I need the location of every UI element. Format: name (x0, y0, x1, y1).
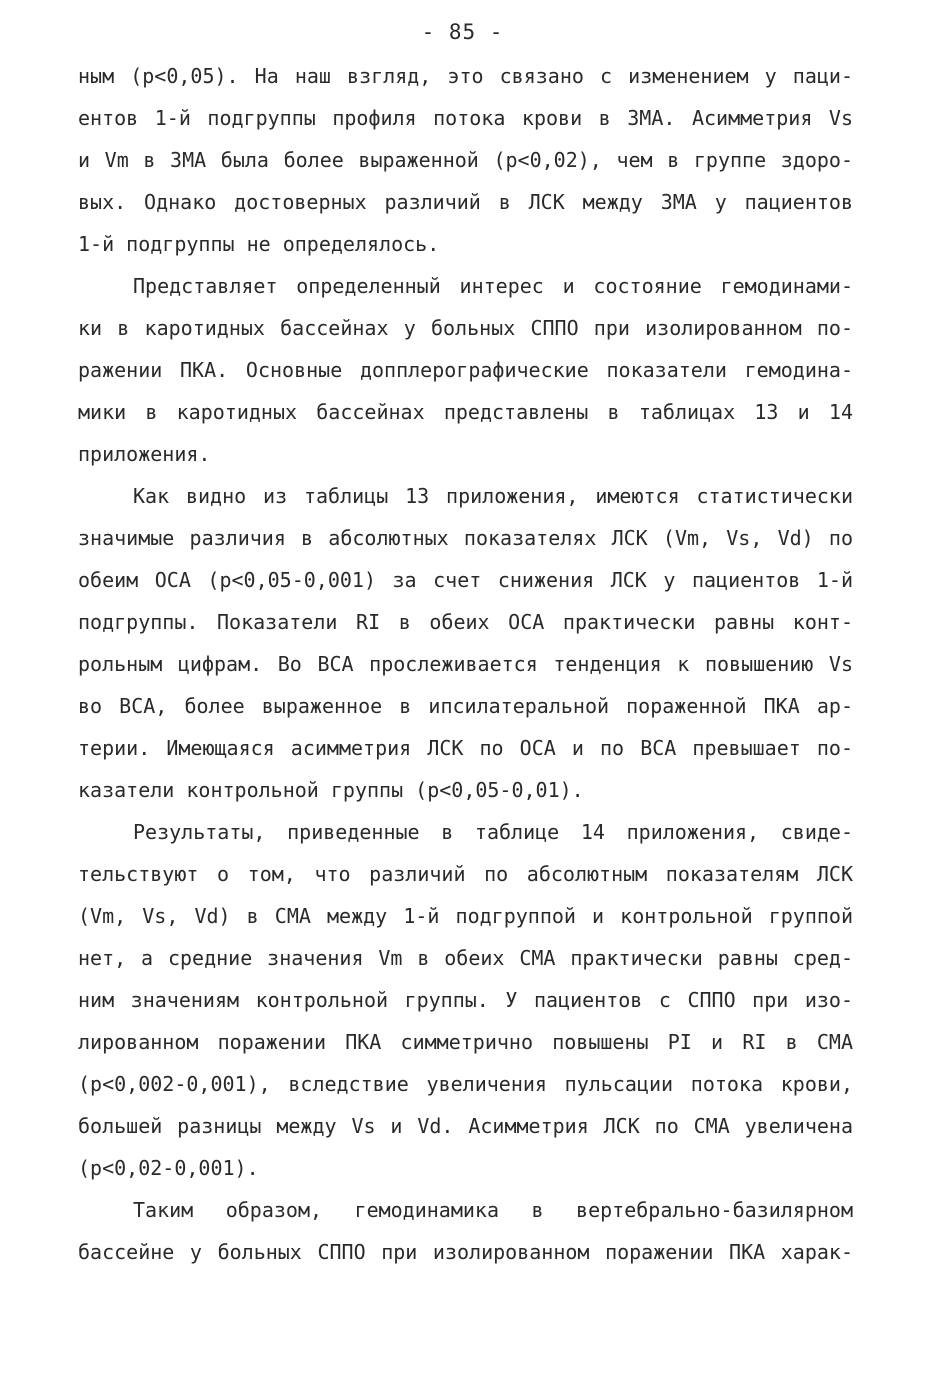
text-line: тельствуют о том, что различий по абсолютным показателям ЛСК (78, 862, 853, 886)
text-line: большей разницы между Vs и Vd. Асимметрия ЛСК по СМА увеличена (78, 1114, 853, 1138)
text-line: казатели контрольной группы (р<0,05-0,01). (78, 778, 584, 802)
text-line: значимые различия в абсолютных показателях ЛСК (Vm, Vs, Vd) по (78, 526, 853, 550)
text-line: Результаты, приведенные в таблице 14 приложения, свиде- (133, 820, 853, 844)
text-line: приложения. (78, 442, 211, 466)
paragraph (78, 265, 853, 475)
text-line: 1-й подгруппы не определялось. (78, 232, 440, 256)
text-line: рольным цифрам. Во ВСА прослеживается тенденция к повышению Vs (78, 652, 853, 676)
text-line: ним значениям контрольной группы. У пациентов с СППО при изо- (78, 988, 853, 1012)
text-line: Как видно из таблицы 13 приложения, имеются статистически (133, 484, 853, 508)
page-number: - 85 - (421, 20, 504, 44)
text-line: лированном поражении ПКА симметрично повышены PI и RI в СМА (78, 1030, 853, 1054)
paragraph (78, 1189, 853, 1273)
text-line: (р<0,02-0,001). (78, 1156, 259, 1180)
text-line: нет, а средние значения Vm в обеих СМА практически равны сред- (78, 946, 853, 970)
text-line: ражении ПКА. Основные допплерографические показатели гемодина- (78, 358, 853, 382)
text-line: ным (р<0,05). На наш взгляд, это связано с изменением у паци- (78, 64, 853, 88)
body-text (78, 55, 853, 1273)
text-line: терии. Имеющаяся асимметрия ЛСК по ОСА и по ВСА превышает по- (78, 736, 853, 760)
text-line: Таким образом, гемодинамика в вертебрально-базилярном (133, 1198, 853, 1222)
paragraph (78, 475, 853, 811)
text-line: вых. Однако достоверных различий в ЛСК между ЗМА у пациентов (78, 190, 853, 214)
text-line: (р<0,002-0,001), вследствие увеличения пульсации потока крови, (78, 1072, 853, 1096)
text-line: ентов 1-й подгруппы профиля потока крови в ЗМА. Асимметрия Vs (78, 106, 853, 130)
paragraph (78, 811, 853, 1189)
text-line: и Vm в ЗМА была более выраженной (р<0,02), чем в группе здоро- (78, 148, 853, 172)
text-line: Представляет определенный интерес и состояние гемодинами- (133, 274, 853, 298)
paragraph (78, 55, 853, 265)
text-line: обеим ОСА (р<0,05-0,001) за счет снижения ЛСК у пациентов 1-й (78, 568, 853, 592)
text-line: подгруппы. Показатели RI в обеих ОСА практически равны конт- (78, 610, 853, 634)
text-line: (Vm, Vs, Vd) в СМА между 1-й подгруппой и контрольной группой (78, 904, 853, 928)
text-line: во ВСА, более выраженное в ипсилатеральной пораженной ПКА ар- (78, 694, 853, 718)
text-line: мики в каротидных бассейнах представлены в таблицах 13 и 14 (78, 400, 853, 424)
text-line: бассейне у больных СППО при изолированном поражении ПКА харак- (78, 1240, 853, 1264)
text-line: ки в каротидных бассейнах у больных СППО при изолированном по- (78, 316, 853, 340)
